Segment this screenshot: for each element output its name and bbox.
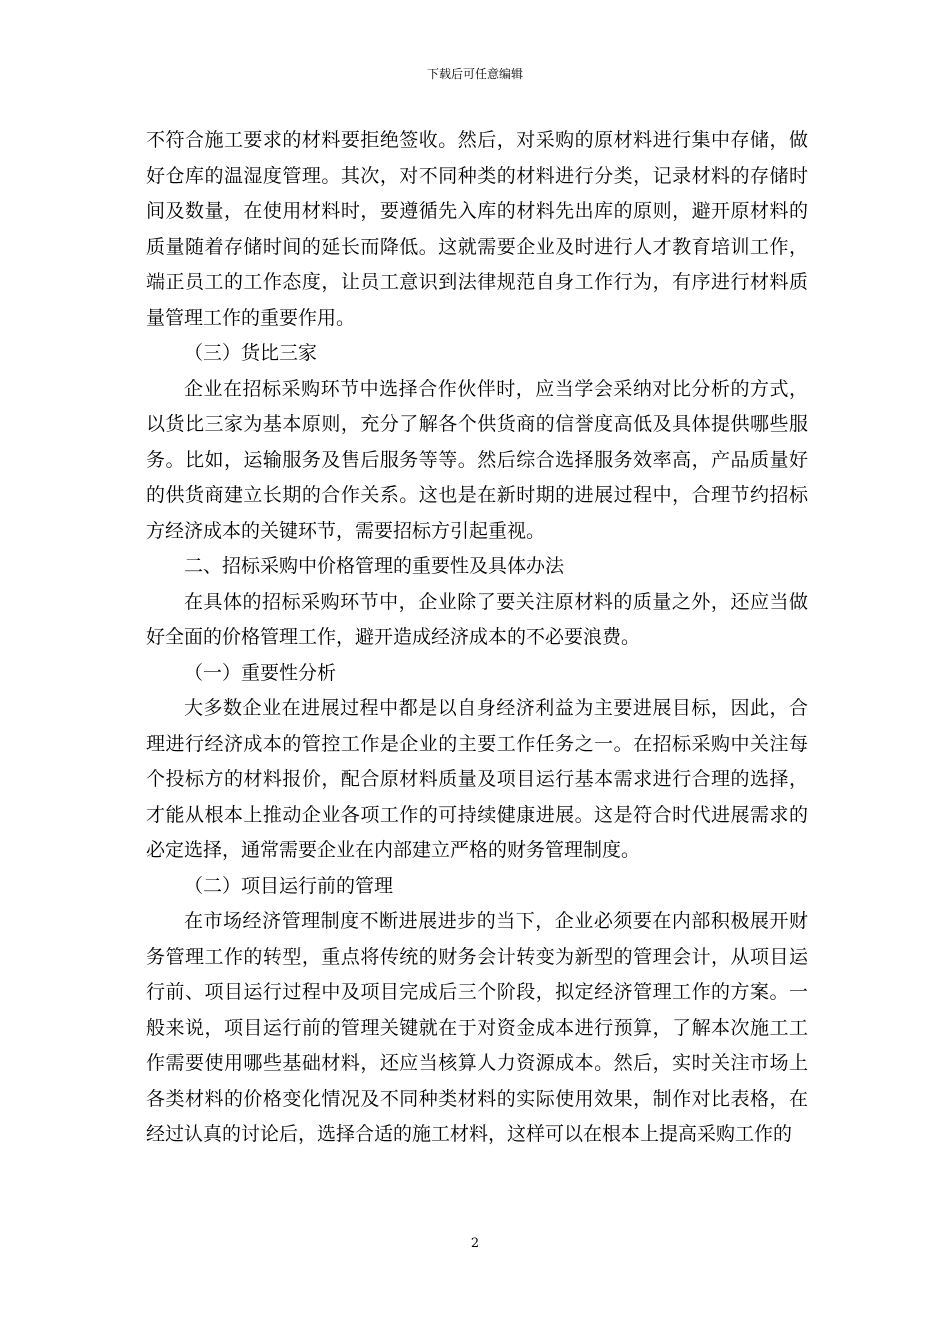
paragraph: 大多数企业在进展过程中都是以自身经济利益为主要进展目标，因此，合理进行经济成本的管控工作是企业的主要工作任务之一。在招标采购中关注每个投标方的材料报价，配合原材料质量及项目运行基本需求进行合理的选择，才能从根本上推动企业各项工作的可持续健康进展。这是符合时代进展需求的必定选择，通常需要企业在内部建立严格的财务管理制度。 (146, 697, 808, 861)
paragraph: 在具体的招标采购环节中，企业除了要关注原材料的质量之外，还应当做好全面的价格管理工作，避开造成经济成本的不必要浪费。 (146, 590, 808, 648)
paragraph: 不符合施工要求的材料要拒绝签收。然后，对采购的原材料进行集中存储，做好仓库的温湿度管理。其次，对不同种类的材料进行分类，记录材料的存储时间及数量，在使用材料时，要遵循先入库的材料先出库的原则，避开原材料的质量随着存储时间的延长而降低。这就需要企业及时进行人才教育培训工作，端正员工的工作态度，让员工意识到法律规范自身工作行为，有序进行材料质量管理工作的重要作用。 (146, 129, 808, 329)
page-header: 下载后可任意编辑 (426, 67, 523, 81)
section-heading: （一）重要性分析 (184, 661, 337, 684)
paragraph: 企业在招标采购环节中选择合作伙伴时，应当学会采纳对比分析的方式，以货比三家为基本原则，充分了解各个供货商的信誉度高低及具体提供哪些服务。比如，运输服务及售后服务等等。然后综合选择服务效率高，产品质量好的供货商建立长期的合作关系。这也是在新时期的进展过程中，合理节约招标方经济成本的关键环节，需要招标方引起重视。 (146, 377, 808, 542)
paragraph: 在市场经济管理制度不断进展进步的当下，企业必须要在内部积极展开财务管理工作的转型，重点将传统的财务会计转变为新型的管理会计，从项目运行前、项目运行过程中及项目完成后三个阶段，拟定经济管理工作的方案。一般来说，项目运行前的管理关键就在于对资金成本进行预算，了解本次施工工作需要使用哪些基础材料，还应当核算人力资源成本。然后，实时关注市场上各类材料的价格变化情况及不同种类材料的实际使用效果，制作对比表格，在经过认真的讨论后，选择合适的施工材料，这样可以在根本上提高采购工作的 (146, 910, 808, 1145)
section-heading: 二、招标采购中价格管理的重要性及具体办法 (184, 555, 565, 577)
section-heading: （二）项目运行前的管理 (184, 874, 394, 897)
page-number: 2 (470, 1236, 480, 1251)
body-text (146, 123, 808, 1153)
section-heading: （三）货比三家 (184, 342, 318, 364)
